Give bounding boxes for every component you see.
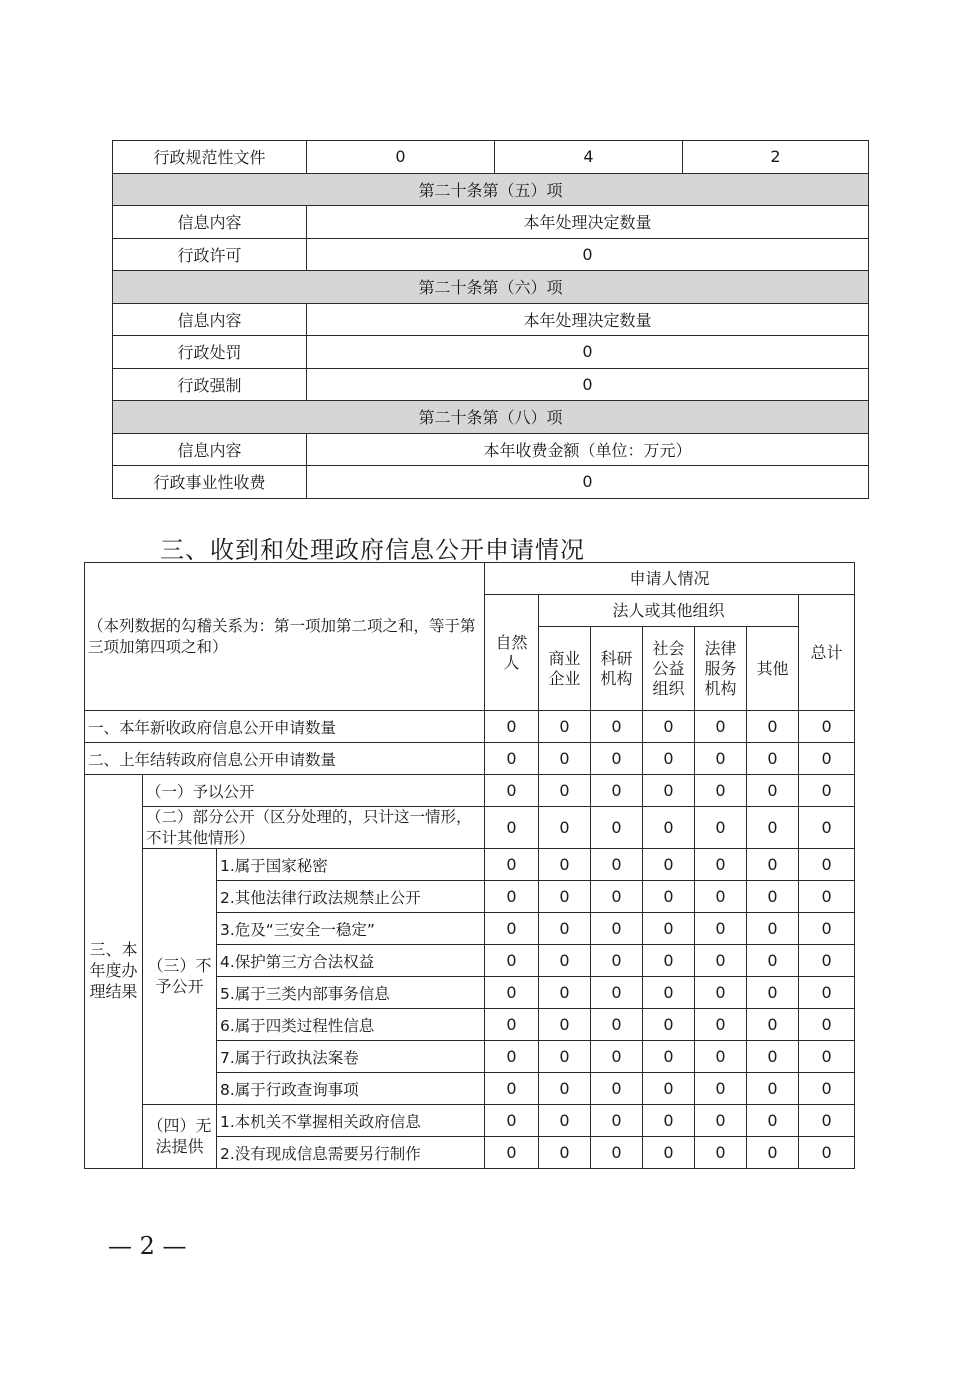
cell-value: 0 (591, 1073, 643, 1105)
cell-value: 0 (643, 849, 695, 881)
cell-value: 0 (643, 1137, 695, 1169)
row-label: 8.属于行政查询事项 (217, 1073, 485, 1105)
section-header-row (113, 401, 869, 434)
cell-value: 0 (799, 945, 855, 977)
cell-value: 0 (485, 1041, 539, 1073)
applications-table (84, 562, 855, 1169)
cell-value: 0 (539, 977, 591, 1009)
cell-value: 0 (695, 1041, 747, 1073)
section-title: 第二十条第（八）项 (113, 401, 869, 434)
row-label: 4.保护第三方合法权益 (217, 945, 485, 977)
cell-value: 0 (539, 881, 591, 913)
info-value: 本年处理决定数量 (307, 303, 869, 336)
table-row (113, 206, 869, 239)
table-row (113, 433, 869, 466)
cell-value: 0 (643, 881, 695, 913)
cell-value: 0 (307, 238, 869, 271)
cell-value: 0 (643, 807, 695, 849)
cell-value: 0 (485, 1137, 539, 1169)
cell-value: 0 (539, 849, 591, 881)
cell-value: 0 (643, 1041, 695, 1073)
section-header-row (113, 271, 869, 304)
cell-value: 0 (799, 1041, 855, 1073)
row-label: 2.没有现成信息需要另行制作 (217, 1137, 485, 1169)
cell-value: 0 (591, 775, 643, 807)
cell-value: 0 (485, 977, 539, 1009)
cell-value: 0 (643, 977, 695, 1009)
table-row (85, 775, 855, 807)
cell-value: 0 (799, 775, 855, 807)
cell-value: 0 (747, 945, 799, 977)
cell-value: 0 (307, 141, 495, 174)
cell-value: 0 (591, 945, 643, 977)
cell-value: 0 (799, 1137, 855, 1169)
col-total: 总计 (799, 595, 855, 711)
note-cell: （本列数据的勾稽关系为：第一项加第二项之和，等于第三项加第四项之和） (85, 563, 485, 711)
cell-value: 0 (485, 775, 539, 807)
cell-value: 0 (539, 743, 591, 775)
cell-value: 0 (747, 977, 799, 1009)
group-label: （三）不予公开 (143, 849, 217, 1105)
cell-value: 0 (695, 945, 747, 977)
cell-value: 0 (485, 849, 539, 881)
row-label: 5.属于三类内部事务信息 (217, 977, 485, 1009)
cell-value: 0 (539, 1009, 591, 1041)
cell-value: 4 (495, 141, 683, 174)
cell-value: 0 (485, 1105, 539, 1137)
cell-value: 0 (747, 881, 799, 913)
cell-value: 0 (695, 711, 747, 743)
section-header-row (113, 173, 869, 206)
cell-value: 0 (799, 1009, 855, 1041)
table-row (113, 238, 869, 271)
cell-value: 0 (591, 711, 643, 743)
cell-value: 0 (539, 775, 591, 807)
cell-value: 0 (695, 1137, 747, 1169)
col-natural-person: 自然人 (485, 595, 539, 711)
row-label: （二）部分公开（区分处理的，只计这一情形，不计其他情形） (143, 807, 485, 849)
row-label: 1.属于国家秘密 (217, 849, 485, 881)
cell-value: 0 (799, 849, 855, 881)
col-legal-service: 法律服务机构 (695, 627, 747, 711)
group-label: 三、本年度办理结果 (85, 775, 143, 1169)
row-label: 行政许可 (113, 238, 307, 271)
cell-value: 0 (539, 1041, 591, 1073)
row-label: 1.本机关不掌握相关政府信息 (217, 1105, 485, 1137)
cell-value: 0 (695, 775, 747, 807)
cell-value: 0 (643, 945, 695, 977)
row-label: 行政事业性收费 (113, 466, 307, 499)
cell-value: 0 (643, 1105, 695, 1137)
col-research: 科研机构 (591, 627, 643, 711)
cell-value: 0 (747, 807, 799, 849)
info-label: 信息内容 (113, 433, 307, 466)
row-label: 6.属于四类过程性信息 (217, 1009, 485, 1041)
table-row (113, 336, 869, 369)
page-number: — 2 — (108, 1232, 187, 1260)
cell-value: 0 (695, 743, 747, 775)
cell-value: 0 (485, 1009, 539, 1041)
cell-value: 0 (695, 807, 747, 849)
cell-value: 0 (485, 1073, 539, 1105)
cell-value: 0 (747, 1041, 799, 1073)
table-row (113, 141, 869, 174)
cell-value: 0 (747, 913, 799, 945)
table-row (85, 711, 855, 743)
row-label: 二、上年结转政府信息公开申请数量 (85, 743, 485, 775)
cell-value: 0 (591, 1105, 643, 1137)
cell-value: 0 (539, 711, 591, 743)
cell-value: 0 (747, 711, 799, 743)
cell-value: 0 (591, 849, 643, 881)
cell-value: 0 (485, 711, 539, 743)
cell-value: 0 (747, 1105, 799, 1137)
cell-value: 0 (695, 1009, 747, 1041)
cell-value: 0 (799, 807, 855, 849)
cell-value: 0 (539, 1073, 591, 1105)
cell-value: 0 (643, 1073, 695, 1105)
cell-value: 0 (799, 1073, 855, 1105)
cell-value: 0 (747, 1073, 799, 1105)
table-row (85, 743, 855, 775)
cell-value: 0 (485, 881, 539, 913)
cell-value: 0 (485, 913, 539, 945)
cell-value: 0 (799, 913, 855, 945)
info-value: 本年收费金额（单位：万元） (307, 433, 869, 466)
decisions-table (112, 140, 869, 499)
info-label: 信息内容 (113, 206, 307, 239)
cell-value: 0 (591, 1041, 643, 1073)
header-row (85, 563, 855, 595)
cell-value: 0 (539, 807, 591, 849)
cell-value: 0 (695, 881, 747, 913)
cell-value: 0 (643, 1009, 695, 1041)
cell-value: 0 (695, 849, 747, 881)
cell-value: 0 (591, 1009, 643, 1041)
section-title: 第二十条第（五）项 (113, 173, 869, 206)
cell-value: 0 (485, 807, 539, 849)
row-label: 3.危及“三安全一稳定” (217, 913, 485, 945)
info-label: 信息内容 (113, 303, 307, 336)
row-label: 一、本年新收政府信息公开申请数量 (85, 711, 485, 743)
row-label: 7.属于行政执法案卷 (217, 1041, 485, 1073)
table-row (113, 466, 869, 499)
applicant-header: 申请人情况 (485, 563, 855, 595)
row-label: （一）予以公开 (143, 775, 485, 807)
col-business: 商业企业 (539, 627, 591, 711)
cell-value: 0 (695, 1073, 747, 1105)
cell-value: 0 (643, 743, 695, 775)
row-label: 行政处罚 (113, 336, 307, 369)
cell-value: 0 (695, 977, 747, 1009)
legal-org-header: 法人或其他组织 (539, 595, 799, 627)
cell-value: 0 (485, 743, 539, 775)
cell-value: 0 (591, 977, 643, 1009)
info-value: 本年处理决定数量 (307, 206, 869, 239)
section-title: 第二十条第（六）项 (113, 271, 869, 304)
cell-value: 2 (683, 141, 869, 174)
cell-value: 0 (591, 807, 643, 849)
cell-value: 0 (799, 977, 855, 1009)
cell-value: 0 (307, 368, 869, 401)
table-row (113, 368, 869, 401)
cell-value: 0 (539, 945, 591, 977)
cell-value: 0 (643, 711, 695, 743)
col-other: 其他 (747, 627, 799, 711)
cell-value: 0 (747, 743, 799, 775)
cell-value: 0 (747, 775, 799, 807)
cell-value: 0 (643, 775, 695, 807)
cell-value: 0 (591, 881, 643, 913)
table-row (85, 807, 855, 849)
row-label: 行政规范性文件 (113, 141, 307, 174)
cell-value: 0 (747, 849, 799, 881)
table-row (85, 849, 855, 881)
cell-value: 0 (799, 711, 855, 743)
cell-value: 0 (799, 743, 855, 775)
group-label: （四）无法提供 (143, 1105, 217, 1169)
cell-value: 0 (591, 1137, 643, 1169)
row-label: 行政强制 (113, 368, 307, 401)
cell-value: 0 (799, 881, 855, 913)
cell-value: 0 (307, 336, 869, 369)
cell-value: 0 (591, 913, 643, 945)
cell-value: 0 (591, 743, 643, 775)
cell-value: 0 (695, 1105, 747, 1137)
cell-value: 0 (747, 1009, 799, 1041)
cell-value: 0 (539, 913, 591, 945)
table-row (113, 303, 869, 336)
cell-value: 0 (799, 1105, 855, 1137)
section-heading: 三、收到和处理政府信息公开申请情况 (160, 536, 585, 564)
cell-value: 0 (539, 1137, 591, 1169)
cell-value: 0 (695, 913, 747, 945)
cell-value: 0 (643, 913, 695, 945)
cell-value: 0 (485, 945, 539, 977)
cell-value: 0 (539, 1105, 591, 1137)
cell-value: 0 (307, 466, 869, 499)
table-row (85, 1105, 855, 1137)
cell-value: 0 (747, 1137, 799, 1169)
row-label: 2.其他法律行政法规禁止公开 (217, 881, 485, 913)
col-social: 社会公益组织 (643, 627, 695, 711)
